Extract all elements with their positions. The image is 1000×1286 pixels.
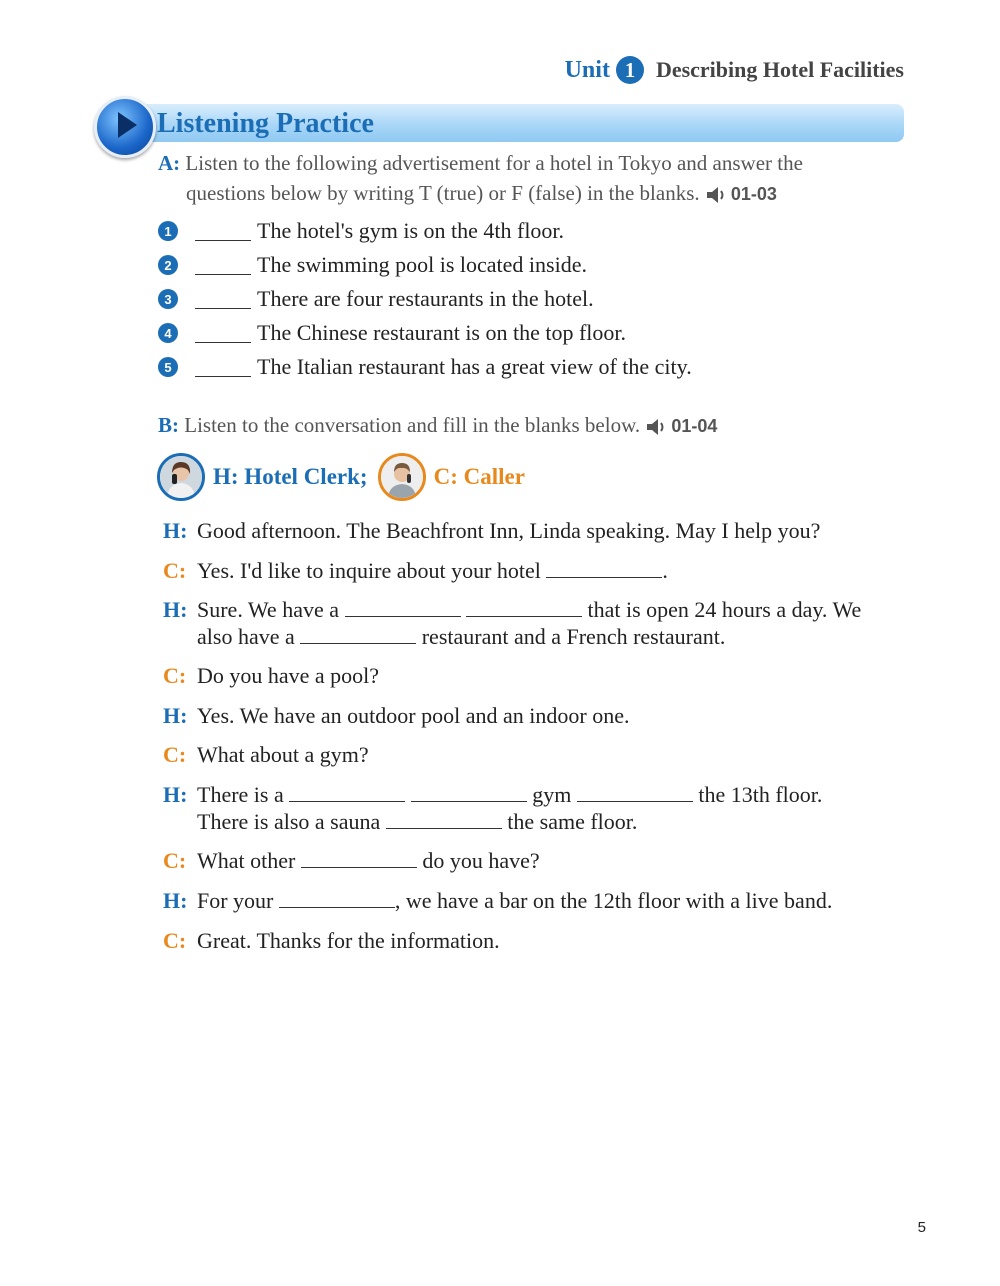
line-text: There is also a sauna [197,809,381,834]
line-text: the same floor. [507,809,638,834]
speaker-legend [157,453,525,501]
unit-word: Unit [564,56,610,83]
item-number: 4 [158,323,178,343]
line-text: Yes. We have an outdoor pool and an indoor one. [197,703,630,728]
line-text: that is open 24 hours a day. We [587,597,862,622]
audio-track-b-label: 01-04 [671,416,718,436]
dialogue-line [163,847,540,874]
line-text: Do you have a pool? [197,663,380,688]
speaker-icon [705,186,729,204]
fill-blank[interactable] [289,783,405,802]
audio-track-a-label: 01-03 [730,184,777,204]
part-a-label: A: [158,151,181,175]
answer-blank[interactable] [195,324,251,343]
line-text: Good afternoon. The Beachfront Inn, Linda speaking. May I help you? [197,518,821,543]
line-text: Great. Thanks for the information. [197,928,500,953]
dialogue-line [163,781,822,835]
speaker-tag: C: [163,558,187,583]
item-text: The hotel's gym is on the 4th floor. [257,218,565,243]
part-a-line2: questions below by writing T (true) or F (false) in the blanks. [186,181,700,205]
hotel-clerk-avatar-icon [160,456,202,498]
unit-header [565,56,904,84]
fill-blank[interactable] [300,625,416,644]
fill-blank[interactable] [411,783,527,802]
dialogue-line [163,741,369,768]
speaker-tag: H: [163,782,188,807]
dialogue-line [163,702,629,729]
speaker-caller: C: Caller [433,464,525,489]
speaker-hotel-clerk: H: Hotel Clerk; [213,464,368,489]
part-b-label: B: [158,413,179,437]
speaker-tag: C: [163,848,187,873]
avatar [157,453,205,501]
fill-blank[interactable] [301,849,417,868]
dialogue-line [163,887,832,914]
item-text: There are four restaurants in the hotel. [257,286,594,311]
list-item [158,216,564,246]
line-text: also have a [197,624,295,649]
line-text: What about a gym? [197,742,369,767]
fill-blank[interactable] [546,559,662,578]
fill-blank[interactable] [345,598,461,617]
unit-title: Describing Hotel Facilities [655,57,904,82]
line-text: What other [197,848,296,873]
answer-blank[interactable] [195,358,251,377]
part-b-text: Listen to the conversation and fill in the blanks below. [184,413,641,437]
speaker-tag: H: [163,703,188,728]
list-item [158,318,626,348]
answer-blank[interactable] [195,290,251,309]
answer-blank[interactable] [195,256,251,275]
list-item [158,284,594,314]
audio-track-a[interactable] [705,184,777,204]
item-text: The Italian restaurant has a great view of the city. [257,354,692,379]
speaker-tag: C: [163,742,187,767]
item-number: 2 [158,255,178,275]
play-triangle-icon [118,112,137,138]
part-a-instructions [158,148,898,209]
line-text: . [662,558,668,583]
speaker-tag: C: [163,928,187,953]
line-text: Yes. I'd like to inquire about your hotel [197,558,541,583]
page-number: 5 [917,1219,926,1236]
speaker-icon [645,418,669,436]
audio-track-b[interactable] [645,416,717,436]
speaker-tag: C: [163,663,187,688]
fill-blank[interactable] [279,889,395,908]
dialogue-line [163,596,861,650]
item-number: 1 [158,221,178,241]
caller-avatar-icon [381,456,423,498]
unit-number-badge: 1 [616,56,644,84]
speaker-tag: H: [163,597,188,622]
line-text: do you have? [422,848,540,873]
dialogue-line [163,927,500,954]
line-text: For your [197,888,274,913]
item-text: The swimming pool is located inside. [257,252,587,277]
list-item [158,250,587,280]
part-a-line1: Listen to the following advertisement for a hotel in Tokyo and answer the [185,151,803,175]
section-title: Listening Practice [157,108,374,139]
part-b-instructions [158,410,898,441]
line-text: There is a [197,782,284,807]
item-text: The Chinese restaurant is on the top floor. [257,320,627,345]
dialogue-line [163,662,379,689]
answer-blank[interactable] [195,222,251,241]
dialogue-line [163,517,820,544]
dialogue-line [163,557,668,584]
line-text: gym [532,782,572,807]
line-text: Sure. We have a [197,597,339,622]
list-item [158,352,692,382]
line-text: the 13th floor. [698,782,823,807]
avatar [378,453,426,501]
item-number: 3 [158,289,178,309]
speaker-tag: H: [163,518,188,543]
line-text: , we have a bar on the 12th floor with a live band. [394,888,833,913]
fill-blank[interactable] [466,598,582,617]
item-number: 5 [158,357,178,377]
speaker-tag: H: [163,888,188,913]
line-text: restaurant and a French restaurant. [421,624,726,649]
fill-blank[interactable] [386,810,502,829]
fill-blank[interactable] [577,783,693,802]
